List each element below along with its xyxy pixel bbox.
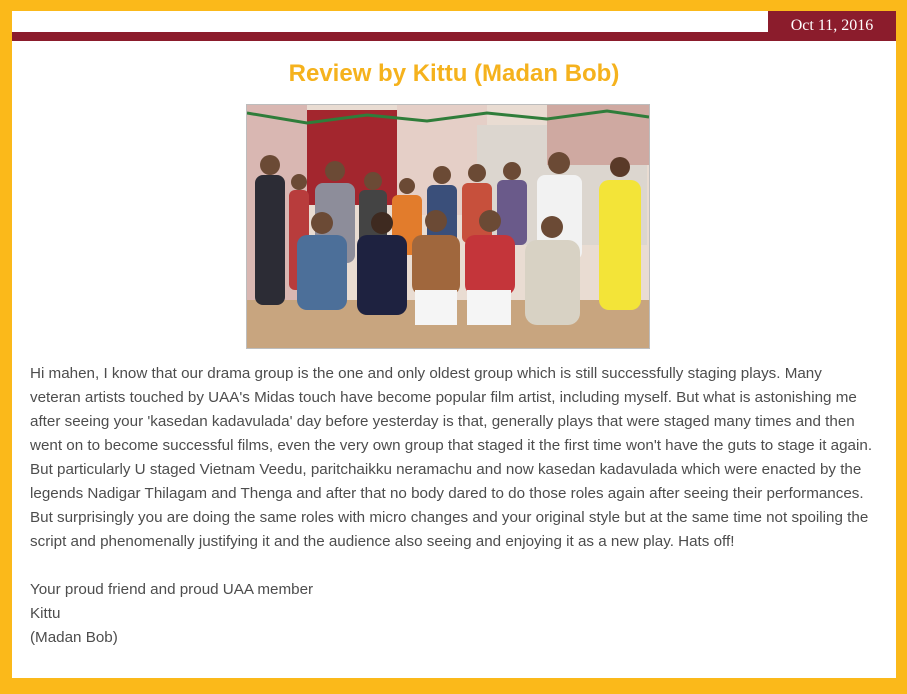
group-photo[interactable] [246,104,650,349]
post-card [12,11,896,678]
header-bar [12,32,896,41]
group-photo-image [247,105,649,348]
author-name: Kittu [30,605,61,622]
post-title: Review by Kittu (Madan Bob) [288,60,620,87]
author-alias: (Madan Bob) [30,629,118,646]
review-paragraph: Hi mahen, I know that our drama group is the one and only oldest group which is still successfully staging plays. Many veteran artists touched by UAA's Midas touch have become popular film artist, including myself. But what is astonishing me after seeing your 'kasedan kadavulada' day before yesterday is that, generally plays that were staged many times and then went on to become successful films, even the very own group that staged it the first time won't have the guts to stage it again. But particularly U staged Vietnam Veedu, paritchaikku neramachu and now kasedan kadavulada which were enacted by the legends Nadigar Thilagam and Thenga and after that no body dared to do those roles again after seeing their performances. But surprisingly you are doing the same roles with micro changes and your original style but at the same time not spoiling the script and phenomenally justifying it and the audience also seeing and enjoying it as a new play. Hats off! [30,365,873,550]
review-body [30,362,875,650]
signoff-line: Your proud friend and proud UAA member [30,581,314,598]
post-date: Oct 11, 2016 [768,11,896,41]
